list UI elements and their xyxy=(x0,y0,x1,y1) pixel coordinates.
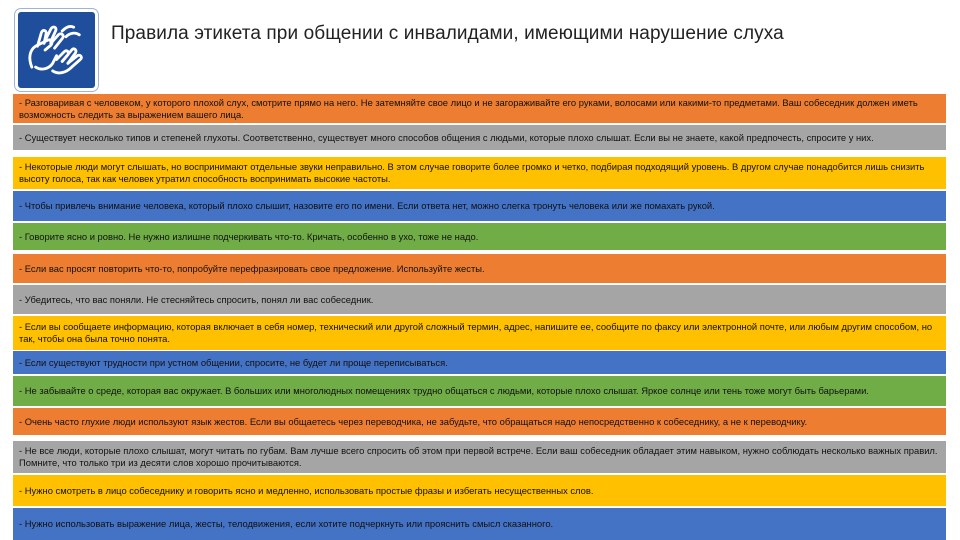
sign-language-icon xyxy=(18,12,95,88)
rule-item xyxy=(13,285,946,314)
rule-text: - Убедитесь, что вас поняли. Не стесняйтесь спросить, понял ли вас собеседник. xyxy=(19,293,374,305)
rule-item xyxy=(13,508,946,540)
rule-item xyxy=(13,408,946,435)
rule-item xyxy=(13,94,946,123)
rule-text: - Нужно смотреть в лицо собеседнику и говорить ясно и медленно, использовать простые фразы и избегать несущественных слов. xyxy=(19,484,594,496)
rule-text: - Существует несколько типов и степеней глухоты. Соответственно, существует много способов общения с людьми, которые плохо слышат. Если вы не знаете, какой предпочесть, спросите у них. xyxy=(19,131,874,143)
rule-item xyxy=(13,475,946,506)
rule-text: - Нужно использовать выражение лица, жесты, телодвижения, если хотите подчеркнуть или прояснить смысл сказанного. xyxy=(19,518,554,529)
rule-text: - Если существуют трудности при устном общении, спросите, не будет ли проще переписываться. xyxy=(19,356,448,368)
rule-text: - Не все люди, которые плохо слышат, могут читать по губам. Вам лучше всего спросить об этом при первой встрече. Если ваш собеседник обладает этим навыком, нужно соблюдать несколько важных правил. Помните, что только три из десяти слов хорошо прочитываются. xyxy=(19,445,938,468)
rule-item xyxy=(13,376,946,406)
page-title: Правила этикета при общении с инвалидами, имеющими нарушение слуха xyxy=(111,23,784,44)
rule-item xyxy=(13,351,946,374)
rule-text: - Разговаривая с человеком, у которого плохой слух, смотрите прямо на него. Не затемняйте свое лицо и не загораживайте его руками, волосами или какими-то предметами. Ваш собеседник должен иметь возможность следить за выражением вашего лица. xyxy=(19,96,918,120)
rule-text: - Чтобы привлечь внимание человека, который плохо слышит, назовите его по имени. Если ответа нет, можно слегка тронуть человека или же помахать рукой. xyxy=(19,200,715,211)
rule-item xyxy=(13,191,946,221)
rule-item xyxy=(13,254,946,283)
rule-item xyxy=(13,441,946,473)
rule-text: - Некоторые люди могут слышать, но воспринимают отдельные звуки неправильно. В этом случае говорите более громко и четко, подбирая подходящий уровень. В другом случае понадобится лишь снизить высоту голоса, так как человек утратил способность воспринимать высокие частоты. xyxy=(19,161,925,184)
rule-item xyxy=(13,125,946,150)
rule-text: - Если вы сообщаете информацию, которая включает в себя номер, технический или другой сложный термин, адрес, напишите ее, сообщите по факсу или электронной почте, или любым другим способом, но так, чтобы она была точно понята. xyxy=(19,321,933,344)
rule-item xyxy=(13,223,946,250)
sign-language-logo xyxy=(15,9,98,91)
rule-text: - Не забывайте о среде, которая вас окружает. В больших или многолюдных помещениях трудно общаться с людьми, которые плохо слышат. Яркое солнце или тень тоже могут быть барьерами. xyxy=(19,385,869,396)
rule-item xyxy=(13,157,946,189)
rule-text: - Если вас просят повторить что-то, попробуйте перефразировать свое предложение. Используйте жесты. xyxy=(19,262,485,274)
rule-text: - Говорите ясно и ровно. Не нужно излишне подчеркивать что-то. Кричать, особенно в ухо, тоже не надо. xyxy=(19,230,479,242)
rule-text: - Очень часто глухие люди используют язык жестов. Если вы общаетесь через переводчика, не забудьте, что обращаться надо непосредственно к собеседнику, а не к переводчику. xyxy=(19,415,808,427)
rule-item xyxy=(13,316,946,350)
